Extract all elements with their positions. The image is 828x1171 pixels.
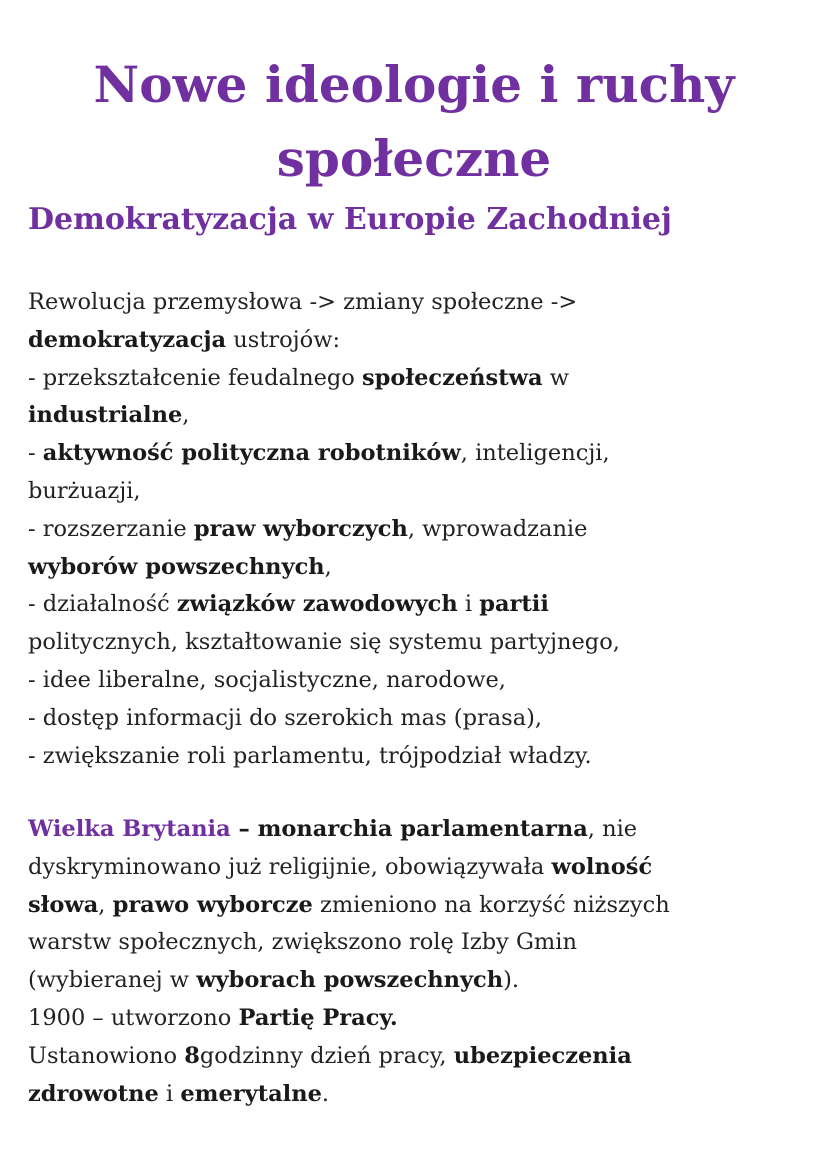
text-run: , nie <box>587 816 638 842</box>
text-run: - przekształcenie feudalnego <box>28 364 362 391</box>
text-run: zmieniono na korzyść niższych <box>312 891 670 918</box>
title-line-2: społeczne <box>276 129 552 188</box>
page-title <box>0 48 828 196</box>
text-run: warstw społecznych, zwiększono rolę Izby Gmin <box>28 929 577 956</box>
bold-term: industrialne <box>28 402 183 429</box>
bold-term: monarchia parlamentarna <box>257 816 588 842</box>
text-line <box>28 322 808 360</box>
text-run: , <box>324 553 332 580</box>
text-run: Ustanowiono <box>28 1042 185 1069</box>
bold-term: Partię Pracy. <box>238 1004 398 1031</box>
text-line <box>28 397 808 435</box>
text-run: Rewolucja przemysłowa -> zmiany społeczne -> <box>28 289 578 315</box>
text-line <box>28 549 808 587</box>
text-run: - dostęp informacji do szerokich mas (prasa), <box>28 704 543 731</box>
text-line <box>28 962 808 1000</box>
text-run: - idee liberalne, socjalistyczne, narodowe, <box>28 666 506 693</box>
bold-term: – <box>230 816 258 842</box>
text-run: i <box>457 591 480 618</box>
bold-term: 8 <box>184 1042 200 1069</box>
bold-term: aktywność polityczna robotników <box>42 440 461 467</box>
bold-term: wyborów powszechnych <box>28 553 325 580</box>
text-line <box>28 849 808 887</box>
text-run: i <box>158 1080 181 1107</box>
text-run: , wprowadzanie <box>407 515 588 542</box>
text-line <box>28 1000 808 1038</box>
text-line <box>28 700 808 738</box>
bold-term: Wielka Brytania <box>28 816 231 842</box>
text-line <box>28 1038 808 1076</box>
bold-term: emerytalne <box>180 1080 322 1107</box>
text-run: ). <box>503 967 520 994</box>
bold-term: ubezpieczenia <box>453 1042 632 1069</box>
bold-term: demokratyzacja <box>28 326 227 353</box>
text-run: godzinny dzień pracy, <box>199 1042 454 1069</box>
text-line <box>28 624 808 662</box>
bold-term: wyborach powszechnych <box>196 967 504 994</box>
text-run: , <box>182 402 190 429</box>
text-run: 1900 – utworzono <box>28 1004 239 1031</box>
text-run: w <box>542 364 569 391</box>
text-line <box>28 284 808 322</box>
bold-term: słowa <box>28 891 99 918</box>
democratization-paragraph <box>28 284 808 775</box>
bold-term: wolność <box>551 853 653 880</box>
text-line <box>28 360 808 398</box>
text-line <box>28 473 808 511</box>
text-run: (wybieranej w <box>28 967 197 994</box>
text-run: , inteligencji, <box>460 440 610 467</box>
text-line <box>28 435 808 473</box>
text-run: . <box>321 1080 330 1107</box>
title-line-1: Nowe ideologie i ruchy <box>93 55 735 114</box>
text-run: burżuazji, <box>28 477 141 504</box>
bold-term: społeczeństwa <box>362 364 543 391</box>
text-run: - <box>28 440 43 467</box>
text-run: , <box>98 891 113 918</box>
text-run: - rozszerzanie <box>28 515 194 542</box>
text-line <box>28 511 808 549</box>
text-line <box>28 811 808 849</box>
bold-term: partii <box>479 591 549 618</box>
text-line <box>28 924 808 962</box>
text-run: ustrojów: <box>226 326 341 353</box>
section-heading: Demokratyzacja w Europie Zachodniej <box>28 202 672 237</box>
text-line <box>28 1076 808 1114</box>
text-line <box>28 738 808 776</box>
bold-term: zdrowotne <box>28 1080 159 1107</box>
text-line <box>28 887 808 925</box>
text-line <box>28 586 808 624</box>
text-run: dyskryminowano już religijnie, obowiązywała <box>28 853 552 880</box>
text-run: politycznych, kształtowanie się systemu partyjnego, <box>28 629 620 656</box>
bold-term: praw wyborczych <box>193 515 408 542</box>
great-britain-paragraph <box>28 811 808 1113</box>
text-line <box>28 662 808 700</box>
bold-term: prawo wyborcze <box>112 891 313 918</box>
bold-term: związków zawodowych <box>176 591 458 618</box>
text-run: - działalność <box>28 591 177 618</box>
text-run: - zwiększanie roli parlamentu, trójpodział władzy. <box>28 742 592 769</box>
